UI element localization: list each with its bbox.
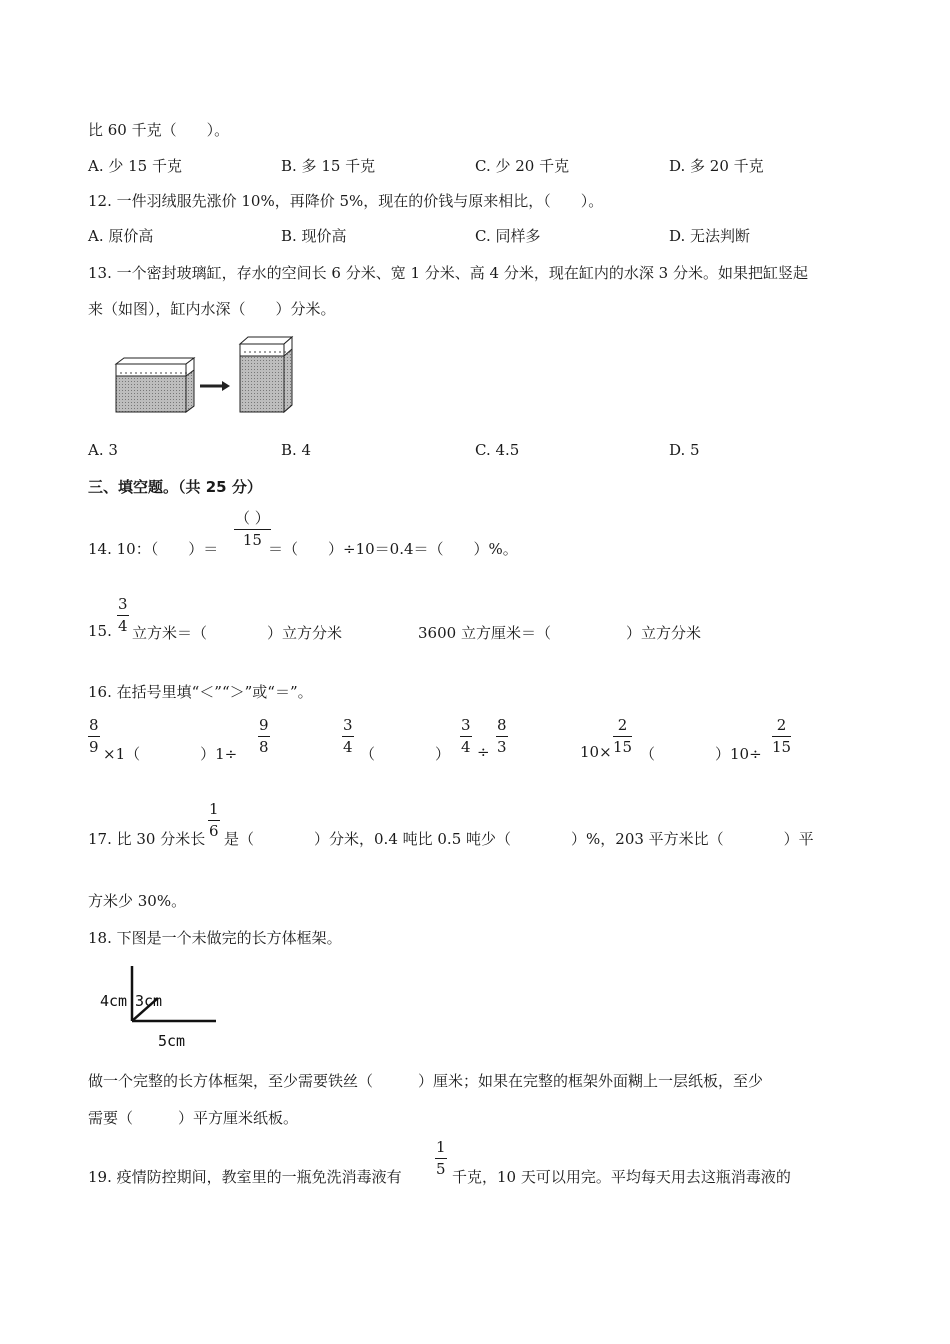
q19-fraction: [435, 1140, 447, 1177]
q16-fraction-4-numerator: 3: [461, 716, 471, 734]
q16-fraction-6-denominator: 15: [613, 738, 633, 756]
q16-fraction-1: [88, 718, 100, 755]
q11-option-d: D. 多 20 千克: [669, 157, 764, 175]
q13-option-b: B. 4: [281, 441, 312, 459]
q15-fraction: [117, 597, 129, 634]
q11-option-a: A. 少 15 千克: [88, 157, 182, 175]
q16-text-6b: （ ）10÷: [640, 745, 762, 763]
q13-option-c: C. 4.5: [475, 441, 520, 459]
q19-fraction-denominator: 5: [436, 1160, 446, 1178]
q14-part-a: 14. 10：（ ）＝: [88, 540, 219, 558]
q17-fraction-denominator: 6: [209, 822, 219, 840]
q15-fraction-denominator: 4: [118, 617, 128, 635]
q11-stem-tail: 比 60 千克（ ）。: [88, 121, 230, 139]
q16-fraction-2: [258, 718, 270, 755]
q16-fraction-3: [342, 718, 354, 755]
q16-text-4: ÷: [477, 743, 490, 761]
q16-stem: 16. 在括号里填“＜”“＞”或“＝”。: [88, 683, 313, 701]
q16-fraction-1-denominator: 9: [89, 738, 99, 756]
q12-option-b: B. 现价高: [281, 227, 347, 245]
q13-stem-line2: 来（如图），缸内水深（ ）分米。: [88, 300, 336, 318]
q16-fraction-5-numerator: 8: [497, 716, 507, 734]
q14-fraction-denominator: 15: [242, 531, 262, 549]
q16-fraction-7: [772, 718, 791, 755]
q16-fraction-1-numerator: 8: [89, 716, 99, 734]
glass-tank-figure: [110, 330, 300, 418]
q16-text-3: （ ）: [360, 745, 451, 763]
q17-part-b: 是（ ）分米，0.4 吨比 0.5 吨少（ ）%，203 平方米比（ ）平: [224, 830, 814, 848]
q13-option-d: D. 5: [669, 441, 700, 459]
q16-fraction-7-numerator: 2: [776, 716, 787, 734]
q15-number: 15.: [88, 622, 112, 640]
q16-fraction-3-denominator: 4: [343, 738, 353, 756]
width-label: 3cm: [135, 992, 163, 1010]
q16-fraction-6-numerator: 2: [617, 716, 628, 734]
arrow-right-icon: [200, 381, 230, 391]
q18-stem: 18. 下图是一个未做完的长方体框架。: [88, 929, 342, 947]
q16-fraction-5: [496, 718, 508, 755]
q13-option-a: A. 3: [88, 441, 118, 459]
horizontal-tank: [116, 358, 194, 412]
q15-part-a: 立方米＝（ ）立方分米: [132, 624, 343, 642]
q16-fraction-5-denominator: 3: [497, 738, 507, 756]
height-label: 4cm: [100, 992, 128, 1010]
q17-fraction-numerator: 1: [209, 800, 219, 818]
q17-part-a: 17. 比 30 分米长: [88, 830, 206, 848]
q19-part-b: 千克，10 天可以用完。平均每天用去这瓶消毒液的: [452, 1168, 791, 1186]
q16-fraction-6: [613, 718, 632, 755]
q12-stem: 12. 一件羽绒服先涨价 10%，再降价 5%，现在的价钱与原来相比，（ ）。: [88, 192, 604, 210]
q17-line2: 方米少 30%。: [88, 892, 187, 910]
q17-fraction: [208, 802, 220, 839]
q16-fraction-3-numerator: 3: [343, 716, 353, 734]
q16-text-1: ×1（ ）1÷: [103, 745, 238, 763]
q12-option-d: D. 无法判断: [669, 227, 751, 245]
q16-text-6: 10×: [580, 743, 612, 761]
q18-line2: 需要（ ）平方厘米纸板。: [88, 1109, 299, 1127]
q12-option-a: A. 原价高: [88, 227, 154, 245]
q11-option-b: B. 多 15 千克: [281, 157, 376, 175]
q19-part-a: 19. 疫情防控期间，教室里的一瓶免洗消毒液有: [88, 1168, 402, 1186]
q16-fraction-7-denominator: 15: [772, 738, 792, 756]
q18-line1: 做一个完整的长方体框架，至少需要铁丝（ ）厘米；如果在完整的框架外面糊上一层纸板，至少: [88, 1072, 764, 1090]
q16-fraction-2-numerator: 9: [259, 716, 269, 734]
q14-fraction: [234, 511, 271, 548]
upright-tank: [240, 337, 292, 412]
q19-fraction-numerator: 1: [436, 1138, 446, 1156]
q16-fraction-4-denominator: 4: [461, 738, 471, 756]
q15-fraction-numerator: 3: [118, 595, 128, 613]
q13-stem-line1: 13. 一个密封玻璃缸，存水的空间长 6 分米、宽 1 分米、高 4 分米，现在缸内的水深 3 分米。如果把缸竖起: [88, 264, 808, 282]
cuboid-frame-figure: [96, 960, 226, 1052]
q16-fraction-2-denominator: 8: [259, 738, 269, 756]
length-label: 5cm: [158, 1032, 186, 1050]
q15-part-b: 3600 立方厘米＝（ ）立方分米: [418, 624, 701, 642]
q14-part-b: ＝（ ）÷10＝0.4＝（ ）%。: [268, 540, 518, 558]
q14-fraction-numerator: （ ）: [235, 509, 270, 527]
section-heading-fill-in: 三、填空题。（共 25 分）: [88, 478, 262, 496]
q16-fraction-4: [460, 718, 472, 755]
q11-option-c: C. 少 20 千克: [475, 157, 570, 175]
q12-option-c: C. 同样多: [475, 227, 541, 245]
